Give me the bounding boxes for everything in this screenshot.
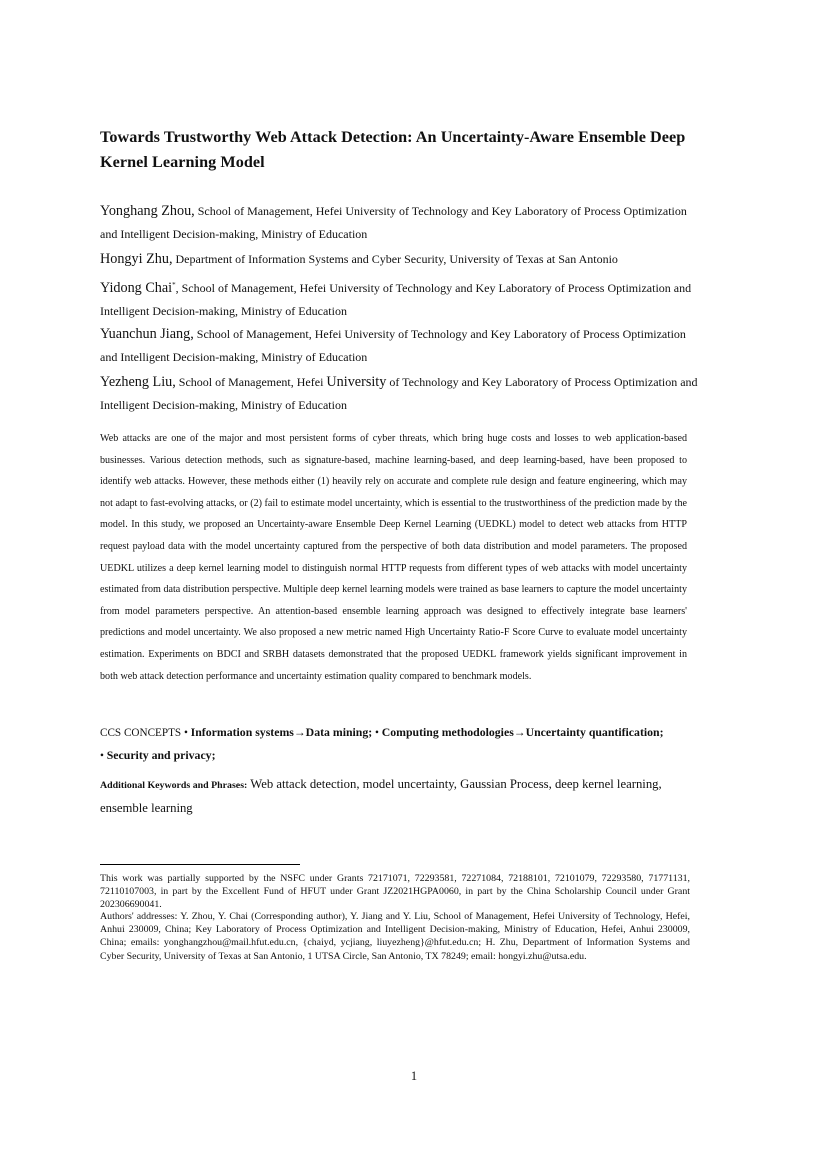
author-entry [100,274,700,323]
footnote-divider [100,864,300,865]
author-affiliation: of Technology and Key Laboratory of Process Optimization and Intelligent Decision-making, Ministry of Education [100,375,698,412]
author-entry [100,200,700,246]
author-name: Yuanchun Jiang, [100,326,194,342]
page-number: 1 [410,1069,418,1083]
author-affiliation: , School of Management, Hefei University of Technology and Key Laboratory of Process Optimization and Intelligent Decision-making, Ministry of Education [100,281,692,318]
author-affiliation: Department of Information Systems and Cyber Security, University of Texas at San Antonio [172,252,618,266]
author-affiliation: School of Management, Hefei University of Technology and Key Laboratory of Process Optimization and Intelligent Decision-making, Ministry of Education [100,327,686,364]
ccs-item: Security and privacy; [106,747,216,762]
author-entry [100,323,700,369]
author-name: Yonghang Zhou, [100,203,195,219]
keywords [100,773,692,819]
keywords-text: Web attack detection, model uncertainty, Gaussian Process, deep kernel learning, ensemble learning [100,777,662,815]
addresses-footnote: Authors' addresses: Y. Zhou, Y. Chai (Corresponding author), Y. Jiang and Y. Liu, School of Management, Hefei University of Technology, Hefei, Anhui 230009, China; Key Laboratory of Process Optimization and Intelligent Decision-making, Ministry of Education, Hefei, Anhui 230009, China; emails: yonghangzhou@mail.hfut.edu.cn, {chaiyd, ycjiang, liuyezheng}@hfut.edu.cn; H. Zhu, Department of Information Systems and Cyber Security, University of Texas at San Antonio, 1 UTSA Circle, San Antonio, TX 78249; email: hongyi.zhu@utsa.edu. [100,911,690,962]
author-entry [100,248,700,271]
author-name: Yezheng Liu, [100,374,176,390]
author-affiliation: School of Management, Hefei [175,375,327,389]
ccs-label: CCS CONCEPTS [100,727,182,739]
author-name: Yidong Chai [100,280,173,296]
corresponding-author-mark: * [172,281,176,289]
ccs-item: Computing methodologies→Uncertainty quantification; [381,725,664,739]
ccs-item: Information systems→Data mining; [190,725,373,739]
author-affiliation: School of Management, Hefei University of Technology and Key Laboratory of Process Optimization and Intelligent Decision-making, Ministry of Education [100,204,687,241]
keywords-label: Additional Keywords and Phrases: [100,780,248,791]
paper-title: Towards Trustworthy Web Attack Detection: An Uncertainty-Aware Ensemble Deep Kernel Learning Model [100,128,686,171]
abstract: Web attacks are one of the major and most persistent forms of cyber threats, which bring huge costs and losses to web application-based businesses. Various detection methods, such as signature-based, machine learning-based, and deep learning-based, have been proposed to identify web attacks. However, these methods either (1) heavily rely on accurate and complete rule design and feature engineering, which may not adapt to fast-evolving attacks, or (2) fail to estimate model uncertainty, which is essential to the trustworthiness of the prediction made by the model. In this study, we proposed an Uncertainty-aware Ensemble Deep Kernel Learning (UEDKL) model to detect web attacks from HTTP request payload data with the model uncertainty captured from the perspective of both data distribution and model parameters. The proposed UEDKL utilizes a deep kernel learning model to distinguish normal HTTP requests from different types of web attacks with model uncertainty estimated from data distribution perspective. Multiple deep kernel learning models were trained as base learners to capture the model uncertainty from model parameters perspective. An attention-based ensemble learning approach was designed to effectively integrate base learners' predictions and model uncertainty. We also proposed a new metric named High Uncertainty Ratio-F Score Curve to evaluate model uncertainty estimation. Experiments on BDCI and SRBH datasets demonstrated that the proposed UEDKL framework yields significant improvement in both web attack detection performance and uncertainty estimation quality compared to benchmark models. [100,433,687,682]
ccs-concepts: CCS CONCEPTS • Information systems→Data mining; • Computing methodologies→Uncertainty quantification; • Security and privacy; [100,725,664,762]
funding-footnote: This work was partially supported by the NSFC under Grants 72171071, 72293581, 72271084, 72188101, 72101079, 72293580, 71771131, 72110107003, in part by the Excellent Fund of HFUT under Grant JZ2021HGPA0060, in part by the China Scholarship Council under Grant 202306690041. [100,873,690,911]
author-name: Hongyi Zhu, [100,251,173,267]
author-affiliation: University [326,374,387,390]
author-entry [100,371,700,417]
